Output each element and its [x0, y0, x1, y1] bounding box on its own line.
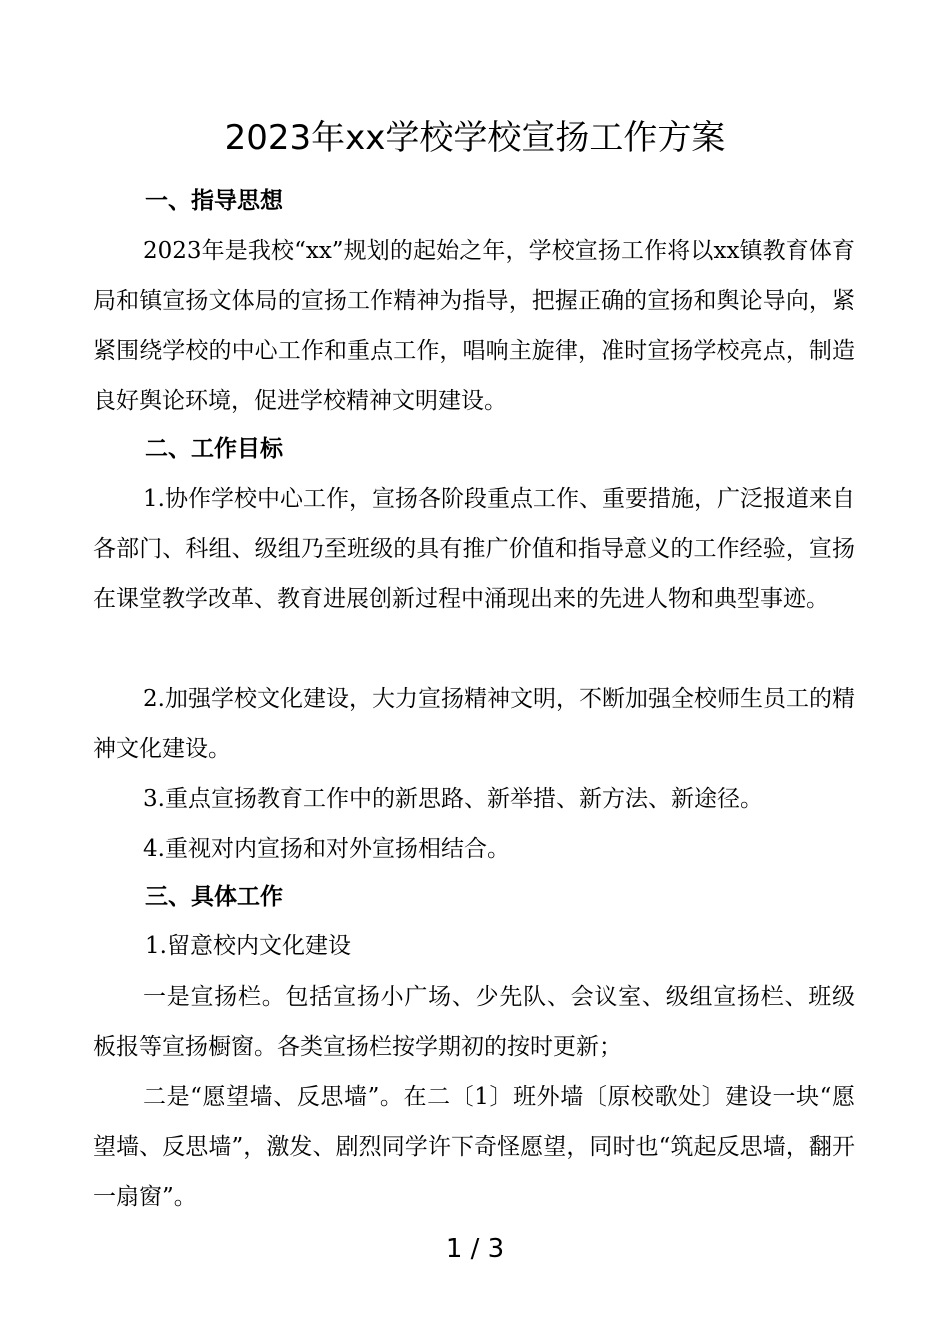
- paragraph-goal-2: 2.加强学校文化建设，大力宣扬精神文明，不断加强全校师生员工的精神文化建设。: [93, 686, 855, 762]
- page-number-indicator: 1 / 3: [445, 1234, 505, 1264]
- paragraph-wish-wall: 二是“愿望墙、反思墙”。在二〔1〕班外墙〔原校歌处〕建设一块“愿望墙、反思墙”，激发、剧烈同学许下奇怪愿望，同时也“筑起反思墙，翻开一扇窗”。: [93, 1084, 855, 1210]
- paragraph-bulletin-boards: 一是宣扬栏。包括宣扬小广场、少先队、会议室、级组宣扬栏、班级板报等宣扬橱窗。各类宣扬栏按学期初的按时更新；: [93, 984, 855, 1060]
- paragraph-goal-1: 1.协作学校中心工作，宣扬各阶段重点工作、重要措施，广泛报道来自各部门、科组、级组乃至班级的具有推广价值和指导意义的工作经验，宣扬在课堂教学改革、教育进展创新过程中涌现出来的先进人物和典型事迹。: [93, 486, 855, 612]
- document-title: 2023年xx学校学校宣扬工作方案: [224, 118, 726, 158]
- paragraph-goal-4: 4.重视对内宣扬和对外宣扬相结合。: [143, 836, 510, 862]
- paragraph-guiding-ideology: 2023年是我校“xx”规划的起始之年，学校宣扬工作将以xx镇教育体育局和镇宣扬文体局的宣扬工作精神为指导，把握正确的宣扬和舆论导向，紧紧围绕学校的中心工作和重点工作，唱响主旋律，准时宣扬学校亮点，制造良好舆论环境，促进学校精神文明建设。: [93, 238, 855, 414]
- section-heading-specific-work: 三、具体工作: [145, 884, 283, 910]
- section-heading-work-goals: 二、工作目标: [145, 436, 283, 462]
- section-heading-guiding-ideology: 一、指导思想: [145, 188, 283, 214]
- paragraph-goal-3: 3.重点宣扬教育工作中的新思路、新举措、新方法、新途径。: [143, 786, 763, 812]
- subheading-campus-culture: 1.留意校内文化建设: [145, 933, 351, 959]
